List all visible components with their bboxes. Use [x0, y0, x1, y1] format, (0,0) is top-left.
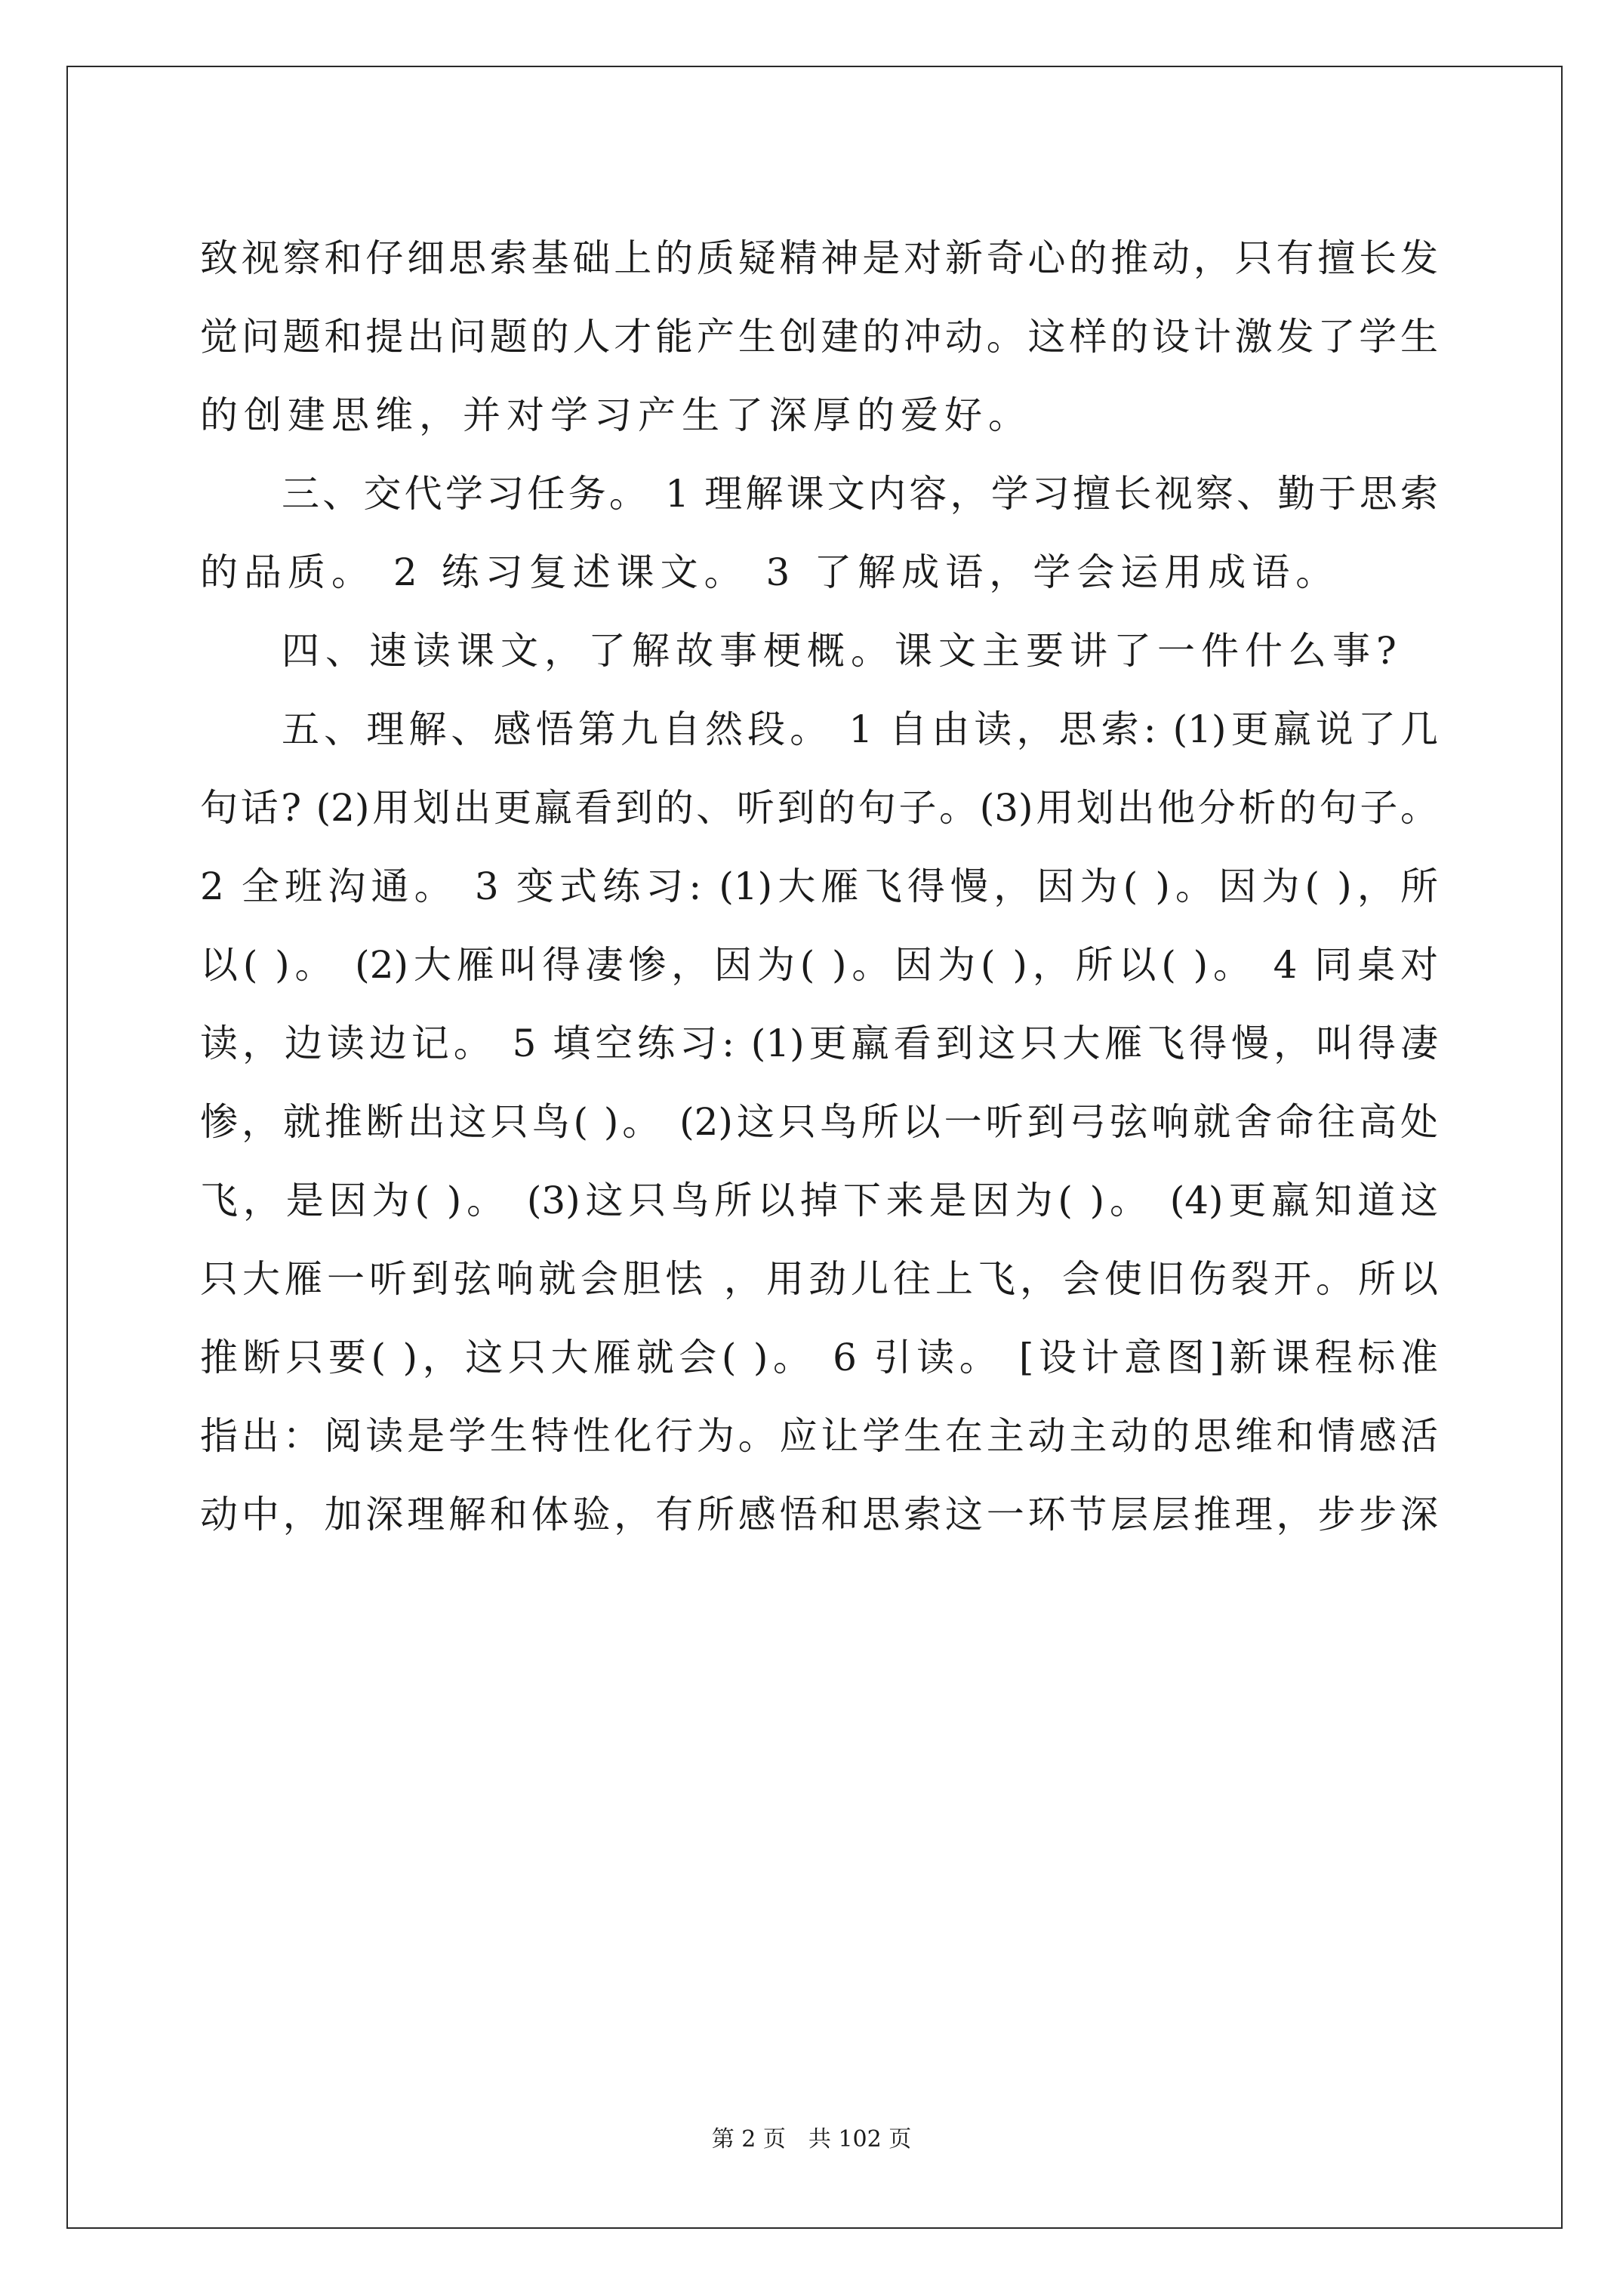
- text-line-10: 以( )。 (2)大雁叫得凄惨，因为( )。因为( )，所以( )。 4 同桌对: [200, 943, 1438, 987]
- text-line-8: 句话? (2)用划出更羸看到的、听到的句子。(3)用划出他分析的句子。: [200, 786, 1438, 830]
- text-line-4: 三、交代学习任务。 1 理解课文内容，学习擅长视察、勤于思索: [282, 472, 1438, 516]
- text-line-17: 动中，加深理解和体验，有所感悟和思索这一环节层层推理，步步深: [200, 1493, 1438, 1536]
- text-line-15: 推断只要( )，这只大雁就会( )。 6 引读。 [设计意图]新课程标准: [200, 1336, 1438, 1379]
- text-line-9: 2 全班沟通。 3 变式练习: (1)大雁飞得慢，因为( )。因为( )，所: [200, 864, 1438, 908]
- text-line-5: 的品质。 2 练习复述课文。 3 了解成语，学会运用成语。: [200, 550, 1340, 594]
- page-number-footer: 第 2 页 共 102 页: [711, 2126, 912, 2153]
- text-line-11: 读，边读边记。 5 填空练习: (1)更羸看到这只大雁飞得慢，叫得凄: [200, 1022, 1438, 1065]
- text-line-2: 觉问题和提出问题的人才能产生创建的冲动。这样的设计激发了学生: [200, 315, 1438, 359]
- text-line-16: 指出：阅读是学生特性化行为。应让学生在主动主动的思维和情感活: [200, 1414, 1438, 1458]
- text-line-3: 的创建思维，并对学习产生了深厚的爱好。: [200, 393, 1032, 437]
- text-line-12: 惨，就推断出这只鸟( )。 (2)这只鸟所以一听到弓弦响就舍命往高处: [200, 1100, 1438, 1144]
- text-line-14: 只大雁一听到弦响就会胆怯 ，用劲儿往上飞，会使旧伤裂开。所以: [200, 1257, 1438, 1301]
- text-line-1: 致视察和仔细思索基础上的质疑精神是对新奇心的推动，只有擅长发: [200, 236, 1438, 280]
- document-body: [200, 219, 1438, 1554]
- text-line-6: 四、速读课文，了解故事梗概。课文主要讲了一件什么事?: [282, 629, 1403, 673]
- text-line-7: 五、理解、感悟第九自然段。 1 自由读，思索: (1)更羸说了几: [282, 707, 1438, 751]
- text-line-13: 飞，是因为( )。 (3)这只鸟所以掉下来是因为( )。 (4)更羸知道这: [200, 1179, 1438, 1222]
